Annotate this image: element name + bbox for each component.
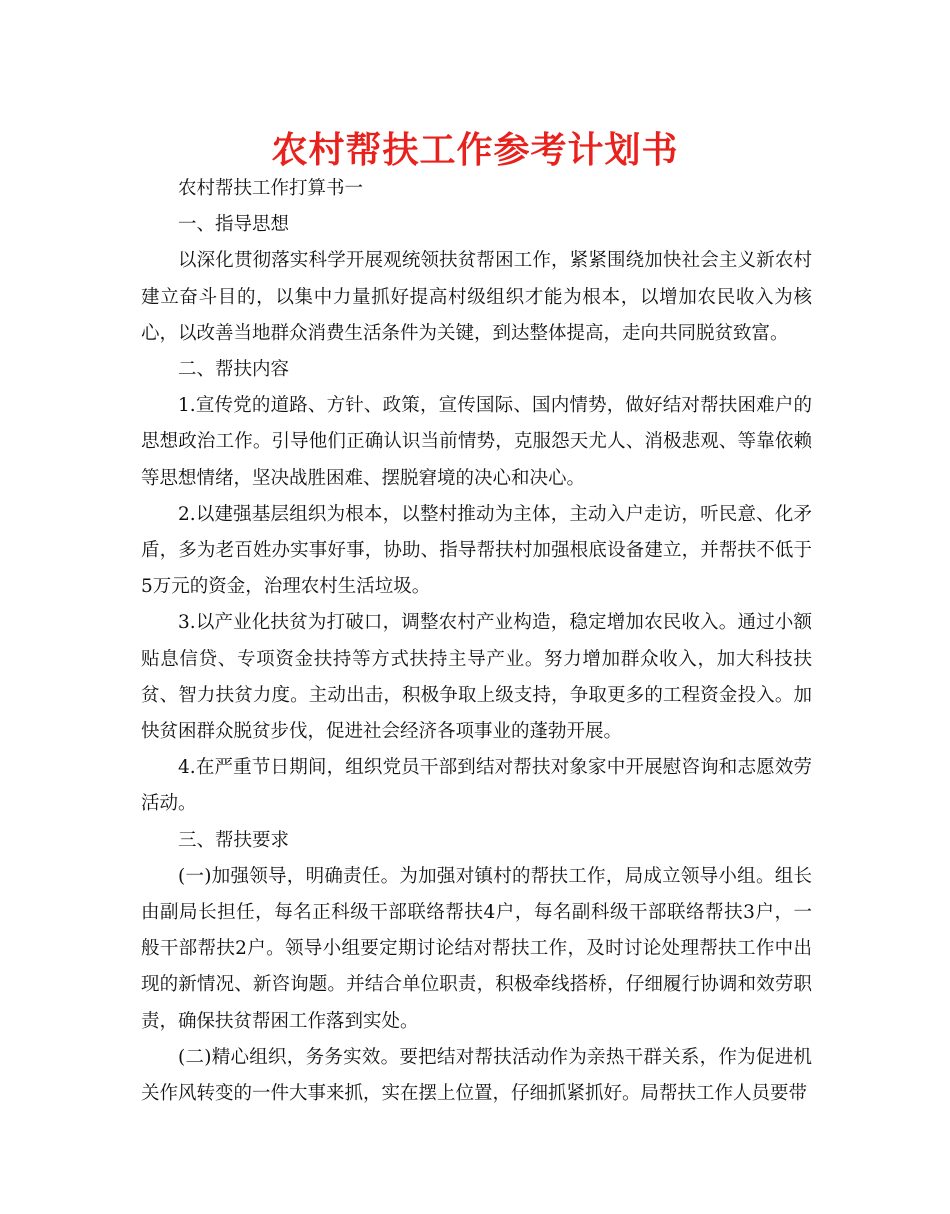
body-paragraph: (一)加强领导，明确责任。为加强对镇村的帮扶工作，局成立领导小组。组长由副局长担任，每名正科级干部联络帮扶4户，每名副科级干部联络帮扶3户，一般干部帮扶2户。领导小组要定期讨论结对帮扶工作，及时讨论处理帮扶工作中出现的新情况、新咨询题。并结合单位职责，积极牵线搭桥，仔细履行协调和效劳职责，确保扶贫帮困工作落到实处。 — [141, 865, 812, 1032]
body-paragraph: (二)精心组织，务务实效。要把结对帮扶活动作为亲热干群关系，作为促进机关作风转变的一件大事来抓，实在摆上位置，仔细抓紧抓好。局帮扶工作人员要带 — [141, 1046, 812, 1105]
body-paragraph: 以深化贯彻落实科学开展观统领扶贫帮困工作，紧紧围绕加快社会主义新农村建立奋斗目的，以集中力量抓好提高村级组织才能为根本，以增加农民收入为核心，以改善当地群众消费生活条件为关键，到达整体提高，走向共同脱贫致富。 — [141, 250, 812, 344]
body-paragraph: 3.以产业化扶贫为打破口，调整农村产业构造，稳定增加农民收入。通过小额贴息信贷、专项资金扶持等方式扶持主导产业。努力增加群众收入，加大科技扶贫、智力扶贫力度。主动出击，积极争取上级支持，争取更多的工程资金投入。加快贫困群众脱贫步伐，促进社会经济各项事业的蓬勃开展。 — [141, 612, 812, 743]
subtitle-paragraph: 农村帮扶工作打算书一 — [178, 178, 364, 199]
body-paragraph: 1.宣传党的道路、方针、政策，宣传国际、国内情势，做好结对帮扶困难户的思想政治工作。引导他们正确认识当前情势，克服怨天尤人、消极悲观、等靠依赖等思想情绪，坚决战胜困难、摆脱窘境的决心和决心。 — [141, 395, 812, 489]
section-heading-assistance-content: 二、帮扶内容 — [178, 359, 290, 381]
body-paragraph: 2.以建强基层组织为根本，以整村推动为主体，主动入户走访，听民意、化矛盾，多为老百姓办实事好事，协助、指导帮扶村加强根底设备建立，并帮扶不低于5万元的资金，治理农村生活垃圾。 — [141, 503, 812, 598]
section-heading-assistance-requirements: 三、帮扶要求 — [178, 829, 290, 851]
section-heading-guiding-thought: 一、指导思想 — [178, 214, 290, 236]
document-title: 农村帮扶工作参考计划书 — [271, 130, 679, 171]
body-paragraph: 4.在严重节日期间，组织党员干部到结对帮扶对象家中开展慰咨询和志愿效劳活动。 — [141, 757, 812, 815]
document-body — [141, 171, 812, 1112]
